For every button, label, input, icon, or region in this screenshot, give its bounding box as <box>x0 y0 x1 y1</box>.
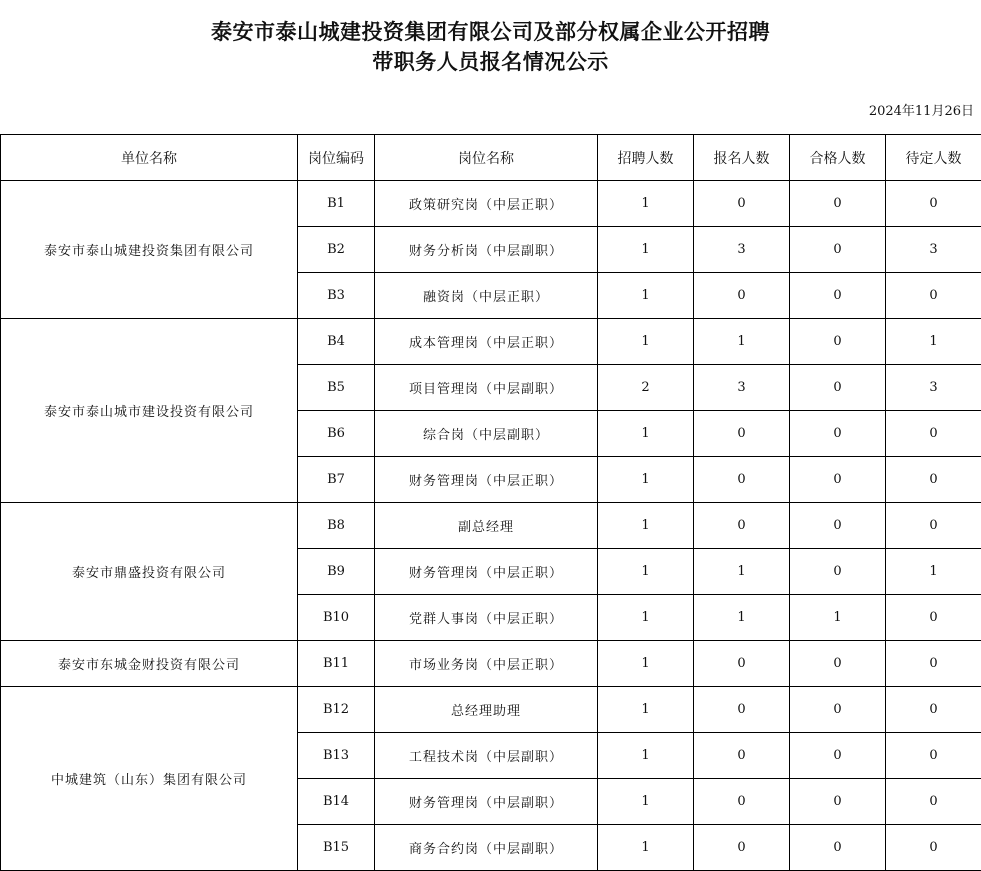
header-applied-count: 报名人数 <box>694 135 790 181</box>
post-code-cell: B4 <box>298 319 375 365</box>
post-name-cell: 副总经理 <box>375 503 598 549</box>
applied-count-cell: 0 <box>694 503 790 549</box>
page-title-line-1: 泰安市泰山城建投资集团有限公司及部分权属企业公开招聘 <box>211 20 770 44</box>
header-qualified-count: 合格人数 <box>790 135 886 181</box>
post-code-cell: B14 <box>298 779 375 825</box>
post-name-cell: 工程技术岗（中层副职） <box>375 733 598 779</box>
recruit-count-cell: 1 <box>598 227 694 273</box>
qualified-count-cell: 0 <box>790 181 886 227</box>
post-name-cell: 财务管理岗（中层正职） <box>375 549 598 595</box>
recruit-count-cell: 1 <box>598 595 694 641</box>
applied-count-cell: 0 <box>694 825 790 871</box>
recruit-count-cell: 1 <box>598 641 694 687</box>
applied-count-cell: 3 <box>694 365 790 411</box>
post-name-cell: 市场业务岗（中层正职） <box>375 641 598 687</box>
post-code-cell: B15 <box>298 825 375 871</box>
header-unit-name: 单位名称 <box>1 135 298 181</box>
pending-count-cell: 0 <box>886 595 981 641</box>
post-name-cell: 财务分析岗（中层副职） <box>375 227 598 273</box>
applied-count-cell: 1 <box>694 549 790 595</box>
pending-count-cell: 0 <box>886 411 981 457</box>
post-code-cell: B10 <box>298 595 375 641</box>
pending-count-cell: 0 <box>886 457 981 503</box>
recruit-count-cell: 1 <box>598 779 694 825</box>
unit-name-cell: 中城建筑（山东）集团有限公司 <box>1 687 298 871</box>
applied-count-cell: 0 <box>694 733 790 779</box>
applied-count-cell: 1 <box>694 319 790 365</box>
qualified-count-cell: 0 <box>790 319 886 365</box>
post-name-cell: 党群人事岗（中层正职） <box>375 595 598 641</box>
applied-count-cell: 0 <box>694 181 790 227</box>
recruit-count-cell: 1 <box>598 503 694 549</box>
table-row <box>1 319 981 365</box>
post-code-cell: B3 <box>298 273 375 319</box>
pending-count-cell: 0 <box>886 273 981 319</box>
table-row <box>1 503 981 549</box>
table-header-row <box>1 135 981 181</box>
applied-count-cell: 1 <box>694 595 790 641</box>
qualified-count-cell: 1 <box>790 595 886 641</box>
registration-table <box>0 134 981 871</box>
header-post-name: 岗位名称 <box>375 135 598 181</box>
unit-name-cell: 泰安市泰山城市建设投资有限公司 <box>1 319 298 503</box>
applied-count-cell: 0 <box>694 457 790 503</box>
unit-name-cell: 泰安市东城金财投资有限公司 <box>1 641 298 687</box>
qualified-count-cell: 0 <box>790 549 886 595</box>
applied-count-cell: 0 <box>694 273 790 319</box>
applied-count-cell: 3 <box>694 227 790 273</box>
pending-count-cell: 0 <box>886 825 981 871</box>
page-title-line-2: 带职务人员报名情况公示 <box>372 50 609 74</box>
post-name-cell: 政策研究岗（中层正职） <box>375 181 598 227</box>
post-name-cell: 项目管理岗（中层副职） <box>375 365 598 411</box>
qualified-count-cell: 0 <box>790 733 886 779</box>
post-name-cell: 总经理助理 <box>375 687 598 733</box>
recruit-count-cell: 1 <box>598 181 694 227</box>
applied-count-cell: 0 <box>694 411 790 457</box>
post-code-cell: B5 <box>298 365 375 411</box>
qualified-count-cell: 0 <box>790 227 886 273</box>
post-name-cell: 财务管理岗（中层正职） <box>375 457 598 503</box>
table-row <box>1 687 981 733</box>
applied-count-cell: 0 <box>694 687 790 733</box>
post-code-cell: B1 <box>298 181 375 227</box>
post-code-cell: B9 <box>298 549 375 595</box>
pending-count-cell: 1 <box>886 549 981 595</box>
recruit-count-cell: 1 <box>598 411 694 457</box>
pending-count-cell: 1 <box>886 319 981 365</box>
table-row <box>1 181 981 227</box>
header-post-code: 岗位编码 <box>298 135 375 181</box>
unit-name-cell: 泰安市鼎盛投资有限公司 <box>1 503 298 641</box>
recruit-count-cell: 1 <box>598 733 694 779</box>
qualified-count-cell: 0 <box>790 825 886 871</box>
post-code-cell: B7 <box>298 457 375 503</box>
recruit-count-cell: 2 <box>598 365 694 411</box>
post-name-cell: 财务管理岗（中层副职） <box>375 779 598 825</box>
post-name-cell: 商务合约岗（中层副职） <box>375 825 598 871</box>
recruit-count-cell: 1 <box>598 687 694 733</box>
post-code-cell: B12 <box>298 687 375 733</box>
qualified-count-cell: 0 <box>790 503 886 549</box>
pending-count-cell: 3 <box>886 365 981 411</box>
post-code-cell: B13 <box>298 733 375 779</box>
qualified-count-cell: 0 <box>790 273 886 319</box>
unit-name-cell: 泰安市泰山城建投资集团有限公司 <box>1 181 298 319</box>
header-recruit-count: 招聘人数 <box>598 135 694 181</box>
recruit-count-cell: 1 <box>598 825 694 871</box>
header-pending-count: 待定人数 <box>886 135 981 181</box>
post-code-cell: B11 <box>298 641 375 687</box>
post-code-cell: B2 <box>298 227 375 273</box>
qualified-count-cell: 0 <box>790 779 886 825</box>
pending-count-cell: 3 <box>886 227 981 273</box>
qualified-count-cell: 0 <box>790 687 886 733</box>
recruit-count-cell: 1 <box>598 549 694 595</box>
recruit-count-cell: 1 <box>598 319 694 365</box>
post-name-cell: 成本管理岗（中层正职） <box>375 319 598 365</box>
post-name-cell: 融资岗（中层正职） <box>375 273 598 319</box>
table-row <box>1 641 981 687</box>
qualified-count-cell: 0 <box>790 411 886 457</box>
pending-count-cell: 0 <box>886 503 981 549</box>
pending-count-cell: 0 <box>886 181 981 227</box>
recruit-count-cell: 1 <box>598 273 694 319</box>
applied-count-cell: 0 <box>694 779 790 825</box>
post-code-cell: B8 <box>298 503 375 549</box>
pending-count-cell: 0 <box>886 779 981 825</box>
qualified-count-cell: 0 <box>790 365 886 411</box>
recruit-count-cell: 1 <box>598 457 694 503</box>
qualified-count-cell: 0 <box>790 641 886 687</box>
pending-count-cell: 0 <box>886 687 981 733</box>
table-body <box>1 181 981 871</box>
post-name-cell: 综合岗（中层副职） <box>375 411 598 457</box>
qualified-count-cell: 0 <box>790 457 886 503</box>
post-code-cell: B6 <box>298 411 375 457</box>
publish-date: 2024年11月26日 <box>868 104 974 119</box>
pending-count-cell: 0 <box>886 641 981 687</box>
pending-count-cell: 0 <box>886 733 981 779</box>
applied-count-cell: 0 <box>694 641 790 687</box>
